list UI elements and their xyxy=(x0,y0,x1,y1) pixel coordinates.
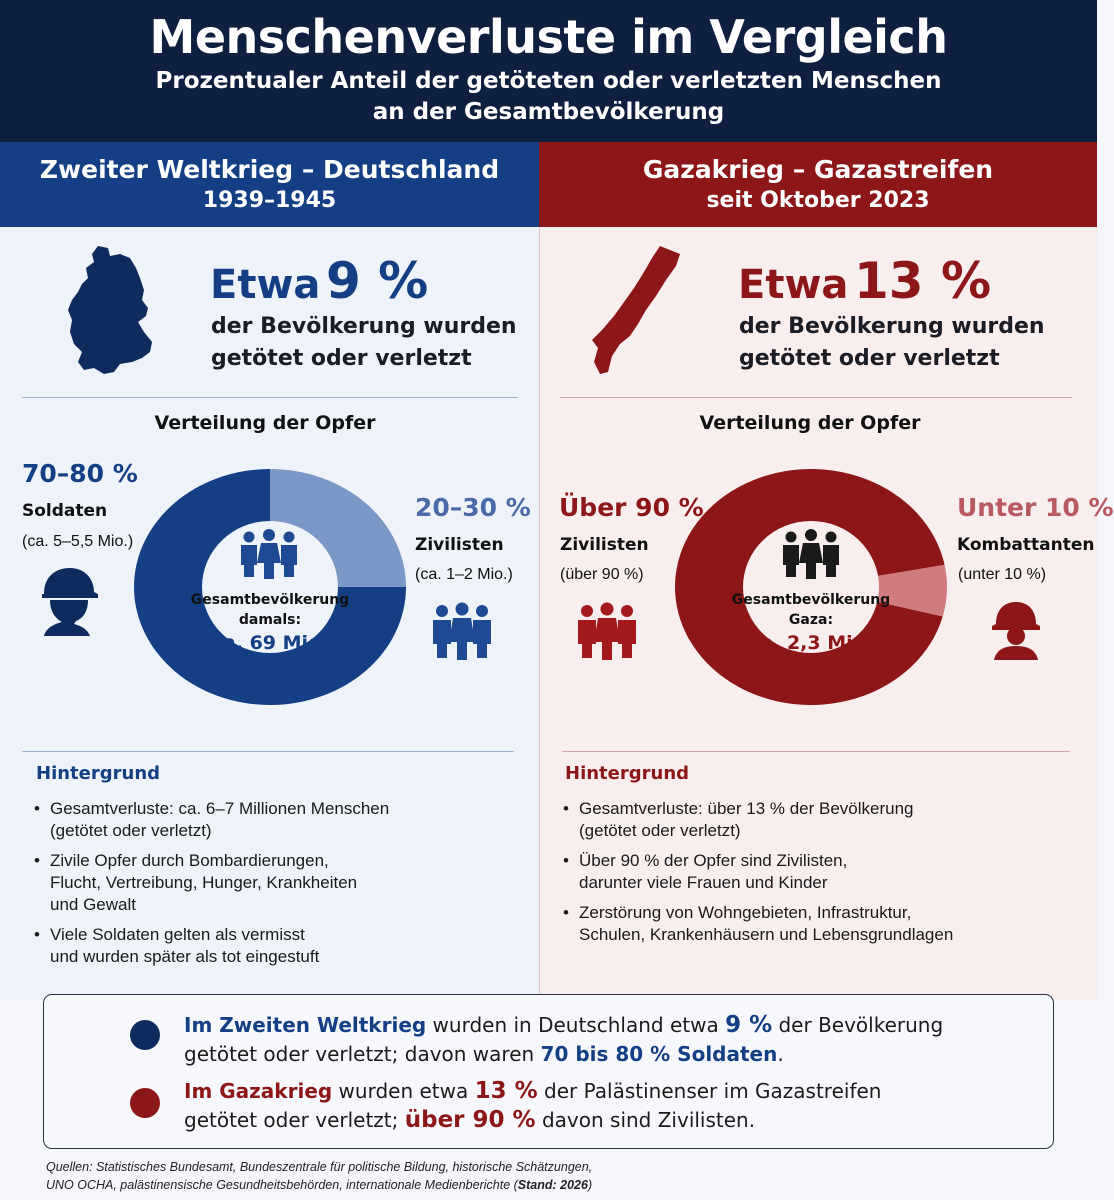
page-subtitle-line2: an der Gesamtbevölkerung xyxy=(372,99,725,125)
left-donut-center xyxy=(190,590,350,656)
sources-line1: Quellen: Statistisches Bundesamt, Bundeszentrale für politische Bildung, historische Schätzungen, xyxy=(46,1160,593,1174)
right-donut-center xyxy=(731,590,891,656)
summary-row-wwii: Im Zweiten Weltkrieg wurden in Deutschland etwa 9 % der Bevölkerung getötet oder verletzt; davon waren 70 bis 80 % Soldaten. xyxy=(184,1012,944,1066)
people-group-icon xyxy=(431,602,493,660)
left-secondary-value: 20–30 % xyxy=(415,493,531,522)
sources-stand: Stand: 2026 xyxy=(517,1178,588,1192)
left-bullet-1: • Gesamtverluste: ca. 6–7 Millionen Menschen (getötet oder verletzt) xyxy=(34,798,514,842)
left-secondary-note: (ca. 1–2 Mio.) xyxy=(415,566,513,583)
right-pct-desc-line1: der Bevölkerung wurden xyxy=(739,314,1045,339)
right-heading-title: Gazakrieg – Gazastreifen xyxy=(642,155,994,184)
right-bullet-1: • Gesamtverluste: über 13 % der Bevölkerung (getötet oder verletzt) xyxy=(563,798,1083,842)
summary-dot-blue xyxy=(130,1020,160,1050)
right-pct-description xyxy=(739,311,1045,375)
right-background-title: Hintergrund xyxy=(565,763,690,784)
summary-row-gaza: Im Gazakrieg wurden etwa 13 % der Palästinenser im Gazastreifen getötet oder verletzt; über 90 % davon sind Zivilisten. xyxy=(184,1078,882,1133)
left-heading-title: Zweiter Weltkrieg – Deutschland xyxy=(39,155,500,184)
left-pct-description xyxy=(211,311,517,375)
right-center-value: ca. 2,3 Mio. xyxy=(749,632,873,654)
left-center-line2: damals: xyxy=(238,612,302,628)
summary-wwii-pct: 9 % xyxy=(725,1012,773,1038)
summary-wwii-soldiers: 70 bis 80 % Soldaten xyxy=(540,1042,778,1066)
left-center-value: ca. 69 Mio. xyxy=(211,632,329,654)
right-secondary-note: (unter 10 %) xyxy=(958,566,1047,583)
right-column-heading xyxy=(539,142,1097,227)
left-pct-desc-line2: getötet oder verletzt xyxy=(211,346,472,371)
left-primary-value: 70–80 % xyxy=(22,459,138,488)
summary-gaza-highlight: Im Gazakrieg xyxy=(184,1079,333,1103)
left-center-line1: Gesamtbevölkerung xyxy=(190,592,350,608)
combatant-helmet-icon xyxy=(990,600,1042,660)
right-secondary-value: Unter 10 % xyxy=(957,493,1114,522)
left-donut-chart xyxy=(133,467,407,707)
left-divider-bottom xyxy=(22,751,514,752)
right-primary-value: Über 90 % xyxy=(559,493,704,522)
right-center-line2: Gaza: xyxy=(788,612,834,628)
left-background-list xyxy=(34,798,514,976)
left-bullet-3: • Viele Soldaten gelten als vermisst und wurden später als tot eingestuft xyxy=(34,924,514,968)
page-title: Menschenverluste im Vergleich xyxy=(149,10,948,64)
civilians-people-icon xyxy=(576,602,638,660)
summary-gaza-pct: 13 % xyxy=(474,1078,538,1104)
right-center-people-icon xyxy=(780,529,842,579)
right-bullet-3: • Zerstörung von Wohngebieten, Infrastruktur, Schulen, Krankenhäusern und Lebensgrundlagen xyxy=(563,902,1083,946)
left-percentage xyxy=(210,252,428,310)
right-divider-top xyxy=(560,397,1072,398)
left-section-title: Verteilung der Opfer xyxy=(154,412,376,434)
gaza-map-icon xyxy=(590,244,686,376)
right-center-line1: Gesamtbevölkerung xyxy=(731,592,891,608)
right-pct-value: 13 % xyxy=(853,252,992,310)
left-center-people-icon xyxy=(238,529,300,579)
left-pct-prefix: Etwa xyxy=(210,262,321,308)
left-background-title: Hintergrund xyxy=(36,763,161,784)
right-pct-desc-line2: getötet oder verletzt xyxy=(739,346,1000,371)
summary-dot-red xyxy=(130,1088,160,1118)
sources-note xyxy=(46,1158,592,1194)
right-section-title: Verteilung der Opfer xyxy=(699,412,921,434)
germany-map-icon xyxy=(64,244,156,376)
right-bullet-2: • Über 90 % der Opfer sind Zivilisten, darunter viele Frauen und Kinder xyxy=(563,850,1083,894)
page-header xyxy=(0,0,1097,142)
right-background-list xyxy=(563,798,1083,954)
page-subtitle-line1: Prozentualer Anteil der getöteten oder verletzten Menschen xyxy=(155,68,942,94)
left-bullet-2: • Zivile Opfer durch Bombardierungen, Flucht, Vertreibung, Hunger, Krankheiten und Gewalt xyxy=(34,850,514,916)
right-primary-label: Zivilisten xyxy=(560,535,649,555)
left-pct-value: 9 % xyxy=(325,252,429,310)
summary-gaza-civilians: über 90 % xyxy=(404,1107,536,1133)
right-primary-note: (über 90 %) xyxy=(560,566,644,583)
right-percentage xyxy=(738,252,991,310)
left-secondary-label: Zivilisten xyxy=(415,535,504,555)
left-pct-desc-line1: der Bevölkerung wurden xyxy=(211,314,517,339)
left-divider-top xyxy=(22,397,518,398)
right-heading-years: seit Oktober 2023 xyxy=(706,188,930,213)
right-pct-prefix: Etwa xyxy=(738,262,849,308)
left-primary-note: (ca. 5–5,5 Mio.) xyxy=(22,533,134,550)
soldier-helmet-icon xyxy=(36,564,100,636)
right-donut-chart xyxy=(674,467,948,707)
left-column-heading xyxy=(0,142,539,227)
right-divider-bottom xyxy=(562,751,1070,752)
left-heading-years: 1939–1945 xyxy=(202,188,337,213)
right-secondary-label: Kombattanten xyxy=(957,535,1095,555)
summary-wwii-highlight: Im Zweiten Weltkrieg xyxy=(184,1013,427,1037)
sources-line2: UNO OCHA, palästinensische Gesundheitsbehörden, internationale Medienberichte (Stand: 2026) xyxy=(46,1178,593,1192)
left-primary-label: Soldaten xyxy=(22,501,108,521)
